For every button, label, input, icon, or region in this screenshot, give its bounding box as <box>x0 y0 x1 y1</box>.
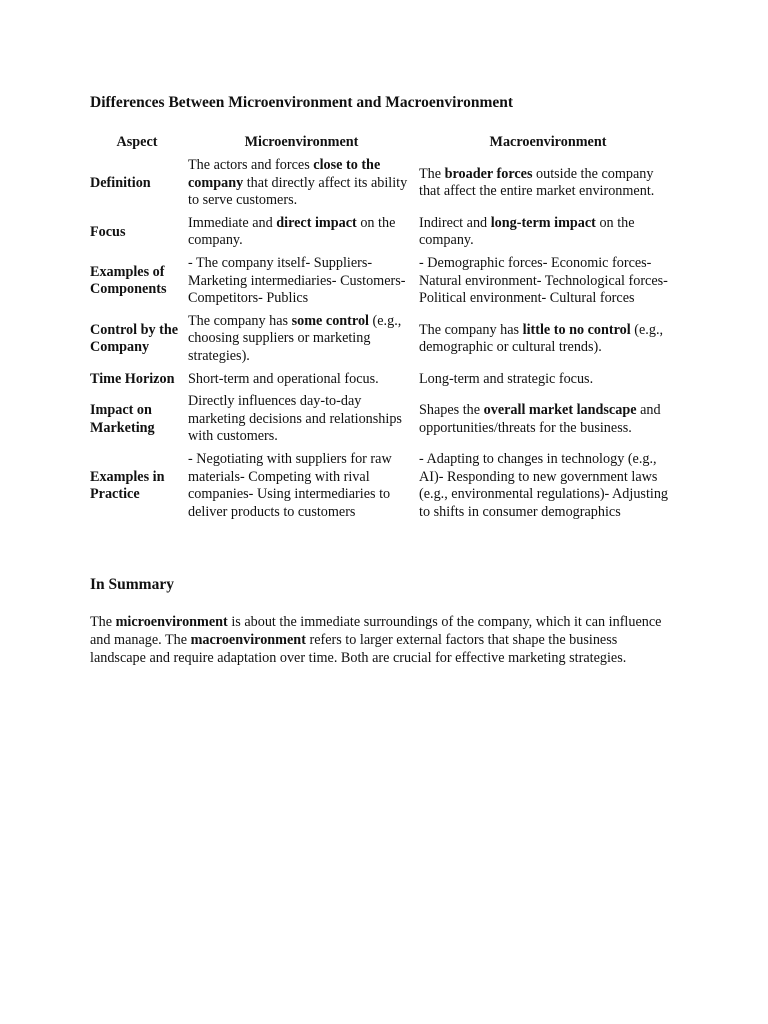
row-aspect: Impact on Marketing <box>90 401 155 436</box>
row-macro: - Demographic forces- Economic forces- Natural environment- Technological forces- Political environment- Cultural forces <box>419 254 668 307</box>
table-row <box>88 391 679 449</box>
row-micro: Directly influences day-to-day marketing decisions and relationships with customers. <box>188 393 402 445</box>
row-macro: Shapes the overall market landscape and opportunities/threats for the business. <box>419 401 661 436</box>
row-macro: Long-term and strategic focus. <box>419 370 594 387</box>
row-macro: Indirect and long-term impact on the company. <box>419 214 635 249</box>
comparison-table <box>88 132 679 524</box>
row-micro: The company has some control (e.g., choosing suppliers or marketing strategies). <box>188 312 402 364</box>
row-macro: The company has little to no control (e.g., demographic or cultural trends). <box>419 321 664 356</box>
row-aspect: Examples in Practice <box>90 468 165 503</box>
row-micro: Immediate and direct impact on the company. <box>188 214 396 249</box>
row-macro: - Adapting to changes in technology (e.g., AI)- Responding to new government laws (e.g., environmental regulations)- Adjusting to shifts in consumer demographics <box>419 450 669 520</box>
row-micro: Short-term and operational focus. <box>188 370 379 387</box>
row-aspect: Examples of Components <box>90 263 167 298</box>
table-row <box>88 213 679 253</box>
header-microenvironment: Microenvironment <box>244 134 359 151</box>
table-header-row <box>88 132 679 155</box>
row-macro: The broader forces outside the company that affect the entire market environment. <box>419 165 655 200</box>
row-micro: The actors and forces close to the company that directly affect its ability to serve customers. <box>188 157 408 209</box>
table-row <box>88 155 679 213</box>
bold-phrase: close to the company <box>188 157 381 191</box>
table-row <box>88 449 679 524</box>
bold-phrase: little to no control <box>522 321 631 338</box>
row-aspect: Focus <box>90 223 126 240</box>
bold-phrase: long-term impact <box>490 214 596 231</box>
summary-heading: In Summary <box>90 576 174 593</box>
bold-phrase: some control <box>291 312 369 329</box>
row-micro: - The company itself- Suppliers- Marketing intermediaries- Customers- Competitors- Publics <box>188 254 406 307</box>
table-row <box>88 311 679 369</box>
row-micro: - Negotiating with suppliers for raw materials- Competing with rival companies- Using intermediaries to deliver products to customers <box>188 450 392 520</box>
bold-phrase: microenvironment <box>115 614 228 630</box>
header-aspect: Aspect <box>116 134 158 151</box>
row-aspect: Control by the Company <box>90 321 179 356</box>
table-row <box>88 253 679 311</box>
header-macroenvironment: Macroenvironment <box>489 134 607 151</box>
row-aspect: Definition <box>90 174 151 191</box>
row-aspect: Time Horizon <box>90 370 175 387</box>
summary-paragraph: The microenvironment is about the immediate surroundings of the company, which it can influence and manage. The macroenvironment refers to larger external factors that shape the business landscape and require adaptation over time. Both are crucial for effective marketing strategies. <box>90 614 662 666</box>
bold-phrase: overall market landscape <box>483 401 637 418</box>
bold-phrase: broader forces <box>444 165 533 182</box>
table-row <box>88 369 679 392</box>
bold-phrase: direct impact <box>276 214 357 231</box>
document-title: Differences Between Microenvironment and Macroenvironment <box>90 94 514 111</box>
bold-phrase: macroenvironment <box>190 632 306 648</box>
